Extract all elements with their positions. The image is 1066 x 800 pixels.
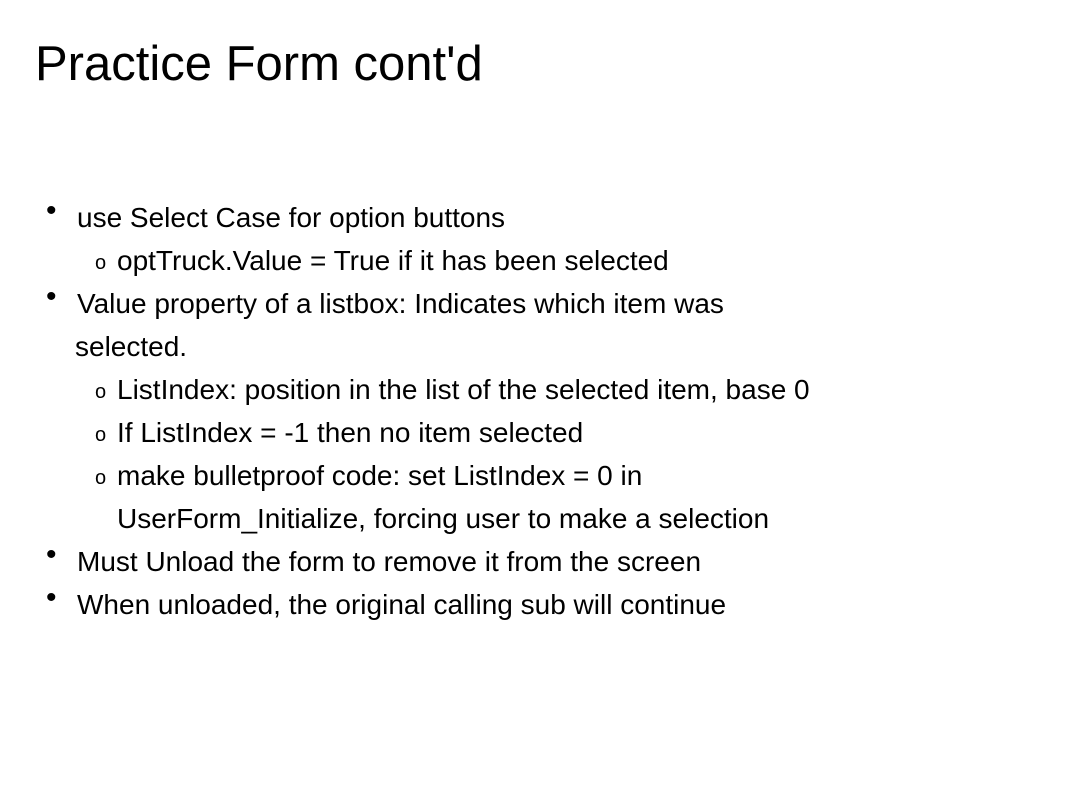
sub-bullet-icon: o [95, 467, 107, 489]
bullet-text: use Select Case for option buttons [77, 202, 506, 233]
sub-bullet-icon: o [95, 424, 107, 446]
sub-item [0, 368, 996, 411]
slide-title: Practice Form cont'd [35, 37, 483, 91]
slide-body [0, 196, 1066, 626]
bullet-item-select-case [0, 196, 1026, 282]
bullet-item-unloaded [0, 583, 1026, 626]
sub-item [0, 411, 996, 454]
bullet-icon: • [46, 538, 57, 571]
bullet-icon: • [46, 194, 57, 227]
bullet-item-unload [0, 540, 1026, 583]
sub-text: make bulletproof code: set ListIndex = 0 in [117, 460, 643, 491]
sub-text: optTruck.Value = True if it has been selected [117, 245, 669, 276]
bullet-icon: • [46, 280, 57, 313]
bullet-list [0, 196, 1066, 626]
sub-bullet-icon: o [95, 252, 107, 274]
bullet-icon: • [46, 581, 57, 614]
sub-text-continued: UserForm_Initialize, forcing user to make a selection [117, 503, 770, 534]
sub-item [0, 454, 996, 540]
bullet-text: Must Unload the form to remove it from the screen [77, 546, 702, 577]
bullet-text: When unloaded, the original calling sub will continue [77, 589, 727, 620]
bullet-text-continued: selected. [75, 331, 188, 362]
bullet-text: Value property of a listbox: Indicates which item was [77, 288, 724, 319]
sub-text: If ListIndex = -1 then no item selected [117, 417, 584, 448]
sub-bullet-icon: o [95, 381, 107, 403]
sub-item [0, 239, 996, 282]
sub-text: ListIndex: position in the list of the selected item, base 0 [117, 374, 810, 405]
sub-list [0, 239, 1026, 282]
bullet-item-value-property [0, 282, 1026, 540]
sub-list [0, 368, 1026, 540]
